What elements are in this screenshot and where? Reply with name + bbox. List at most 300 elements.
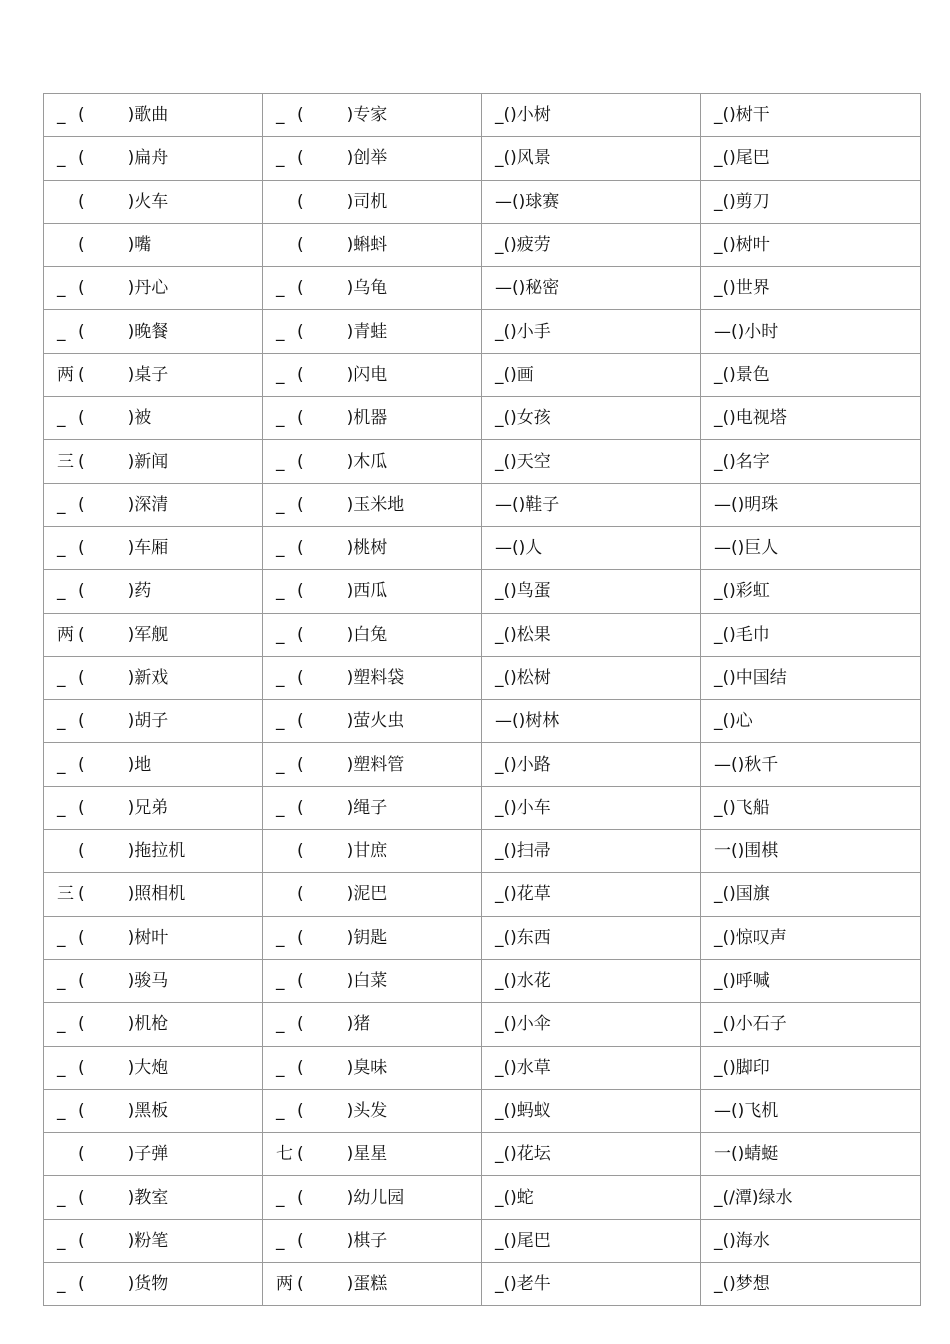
- open-paren: (: [78, 841, 85, 862]
- cell-text: _()景色: [714, 364, 770, 385]
- table-cell: [44, 656, 263, 699]
- table-cell: [701, 267, 921, 310]
- prefix-text: _: [276, 668, 285, 688]
- cell-text: —()树林: [495, 711, 560, 732]
- prefix-text: _: [276, 321, 285, 342]
- noun-word: 子弹: [134, 1144, 169, 1165]
- noun-word: 钥匙: [353, 927, 388, 948]
- open-paren: (: [78, 451, 85, 472]
- close-paren: ): [346, 754, 354, 775]
- table-cell: [701, 1046, 921, 1089]
- prefix-text: 三: [57, 884, 74, 905]
- table-cell: [263, 180, 482, 223]
- table-row: [44, 137, 921, 180]
- noun-word: 机枪: [134, 1014, 169, 1035]
- prefix-text: _: [276, 927, 285, 948]
- table-row: [44, 1003, 921, 1046]
- table-cell: [263, 94, 482, 137]
- table-cell: [701, 1089, 921, 1132]
- table-row: [44, 223, 921, 266]
- noun-word: 药: [134, 581, 152, 602]
- noun-word: 泥巴: [353, 884, 388, 905]
- table-row: [44, 613, 921, 656]
- table-cell: [44, 916, 263, 959]
- prefix-text: _: [276, 408, 285, 429]
- table-cell: [263, 570, 482, 613]
- close-paren: ): [346, 581, 354, 602]
- table-cell: [482, 526, 701, 569]
- table-cell: [263, 873, 482, 916]
- table-cell: [44, 483, 263, 526]
- table-row: [44, 1219, 921, 1262]
- table-cell: [44, 873, 263, 916]
- table-cell: [701, 1263, 921, 1306]
- cell-text: _()鸟蛋: [495, 581, 551, 602]
- open-paren: (: [297, 754, 304, 775]
- open-paren: (: [78, 971, 85, 992]
- close-paren: ): [127, 581, 135, 602]
- prefix-text: _: [57, 711, 66, 732]
- prefix-text: _: [276, 1100, 285, 1121]
- close-paren: ): [346, 105, 354, 126]
- table-cell: [44, 180, 263, 223]
- close-paren: ): [127, 105, 135, 126]
- table-cell: [263, 786, 482, 829]
- table-row: [44, 310, 921, 353]
- table-cell: [263, 1219, 482, 1262]
- prefix-text: _: [57, 538, 66, 559]
- open-paren: (: [78, 148, 85, 169]
- prefix-text: _: [276, 148, 285, 169]
- table-row: [44, 656, 921, 699]
- close-paren: ): [346, 278, 354, 299]
- table-cell: [44, 526, 263, 569]
- open-paren: (: [297, 1100, 304, 1121]
- table-cell: [482, 223, 701, 266]
- close-paren: ): [127, 1057, 135, 1078]
- noun-word: 桌子: [134, 364, 169, 385]
- open-paren: (: [297, 624, 304, 645]
- table-cell: [263, 613, 482, 656]
- table-cell: [263, 1263, 482, 1306]
- close-paren: ): [346, 148, 354, 169]
- noun-word: 嘴: [134, 235, 152, 256]
- close-paren: ): [127, 191, 135, 212]
- open-paren: (: [297, 1057, 304, 1078]
- prefix-text: _: [57, 321, 66, 342]
- noun-word: 甘庶: [353, 841, 388, 862]
- table-row: [44, 959, 921, 1002]
- noun-word: 被: [134, 408, 152, 429]
- cell-text: _()中国结: [714, 668, 787, 688]
- close-paren: ): [346, 797, 354, 818]
- noun-word: 木瓜: [353, 451, 388, 472]
- prefix-text: _: [57, 278, 66, 299]
- close-paren: ): [346, 538, 354, 559]
- prefix-text: _: [276, 1057, 285, 1078]
- open-paren: (: [297, 105, 304, 126]
- close-paren: ): [346, 1144, 354, 1165]
- cell-text: _()心: [714, 711, 753, 732]
- noun-word: 照相机: [134, 884, 186, 905]
- close-paren: ): [127, 321, 135, 342]
- table-cell: [263, 137, 482, 180]
- noun-word: 司机: [353, 191, 388, 212]
- table-cell: [701, 397, 921, 440]
- table-cell: [701, 656, 921, 699]
- prefix-text: _: [57, 1100, 66, 1121]
- noun-word: 大炮: [134, 1057, 169, 1078]
- open-paren: (: [78, 235, 85, 256]
- cell-text: _()飞船: [714, 797, 770, 818]
- table-row: [44, 916, 921, 959]
- open-paren: (: [297, 278, 304, 299]
- open-paren: (: [297, 494, 304, 515]
- open-paren: (: [78, 884, 85, 905]
- close-paren: ): [127, 148, 135, 169]
- noun-word: 车厢: [134, 538, 169, 559]
- table-row: [44, 1089, 921, 1132]
- noun-word: 臭味: [353, 1057, 388, 1078]
- cell-text: _()画: [495, 364, 534, 385]
- prefix-text: _: [57, 668, 66, 688]
- table-row: [44, 570, 921, 613]
- noun-word: 地: [134, 754, 152, 775]
- cell-text: _()松果: [495, 624, 551, 645]
- table-cell: [263, 959, 482, 1002]
- open-paren: (: [297, 235, 304, 256]
- table-cell: [263, 353, 482, 396]
- noun-word: 玉米地: [353, 494, 405, 515]
- table-row: [44, 440, 921, 483]
- table-cell: [482, 1133, 701, 1176]
- close-paren: ): [127, 1187, 135, 1208]
- close-paren: ): [127, 884, 135, 905]
- table-row: [44, 873, 921, 916]
- cell-text: _()老牛: [495, 1274, 551, 1295]
- noun-word: 扁舟: [134, 148, 169, 169]
- noun-word: 白兔: [353, 624, 388, 645]
- table-cell: [44, 1133, 263, 1176]
- open-paren: (: [297, 538, 304, 559]
- close-paren: ): [346, 451, 354, 472]
- noun-word: 青蛙: [353, 321, 388, 342]
- table-cell: [701, 223, 921, 266]
- open-paren: (: [297, 191, 304, 212]
- cell-text: —()鞋子: [495, 494, 560, 515]
- open-paren: (: [78, 1100, 85, 1121]
- close-paren: ): [127, 1144, 135, 1165]
- table-cell: [701, 959, 921, 1002]
- table-cell: [263, 656, 482, 699]
- cell-text: _()世界: [714, 278, 770, 299]
- open-paren: (: [297, 408, 304, 429]
- cell-text: —()球赛: [495, 191, 560, 212]
- close-paren: ): [346, 711, 354, 732]
- prefix-text: _: [276, 538, 285, 559]
- table-cell: [44, 310, 263, 353]
- table-cell: [44, 959, 263, 1002]
- open-paren: (: [297, 841, 304, 862]
- cell-text: _()蚂蚁: [495, 1100, 551, 1121]
- table-cell: [482, 873, 701, 916]
- prefix-text: _: [57, 1230, 66, 1251]
- table-cell: [701, 353, 921, 396]
- table-row: [44, 786, 921, 829]
- table-row: [44, 830, 921, 873]
- table-cell: [482, 1046, 701, 1089]
- cell-text: _()小伞: [495, 1014, 551, 1035]
- close-paren: ): [127, 1230, 135, 1251]
- prefix-text: _: [276, 1230, 285, 1251]
- table-row: [44, 353, 921, 396]
- open-paren: (: [78, 538, 85, 559]
- open-paren: (: [297, 1014, 304, 1035]
- noun-word: 胡子: [134, 711, 169, 732]
- table-cell: [482, 94, 701, 137]
- table-cell: [701, 786, 921, 829]
- prefix-text: _: [57, 581, 66, 602]
- cell-text: _()扫帚: [495, 841, 551, 862]
- noun-word: 丹心: [134, 278, 169, 299]
- table-cell: [44, 743, 263, 786]
- close-paren: ): [346, 1014, 354, 1035]
- cell-text: —()人: [495, 538, 543, 559]
- prefix-text: 两: [57, 364, 74, 385]
- noun-word: 闪电: [353, 364, 388, 385]
- noun-word: 火车: [134, 191, 169, 212]
- table-cell: [44, 1003, 263, 1046]
- close-paren: ): [346, 191, 354, 212]
- open-paren: (: [297, 668, 304, 688]
- prefix-text: _: [276, 971, 285, 992]
- open-paren: (: [78, 754, 85, 775]
- noun-word: 头发: [353, 1100, 388, 1121]
- prefix-text: _: [57, 971, 66, 992]
- table-cell: [263, 483, 482, 526]
- table-cell: [701, 570, 921, 613]
- open-paren: (: [78, 624, 85, 645]
- table-cell: [482, 786, 701, 829]
- table-cell: [482, 267, 701, 310]
- close-paren: ): [127, 971, 135, 992]
- cell-text: —()小时: [714, 321, 779, 342]
- cell-text: —()秋千: [714, 754, 779, 775]
- noun-word: 兄弟: [134, 797, 169, 818]
- table-cell: [44, 570, 263, 613]
- table-cell: [701, 1176, 921, 1219]
- noun-word: 专家: [353, 105, 388, 126]
- cell-text: _()彩虹: [714, 581, 770, 602]
- cell-text: _()呼喊: [714, 971, 770, 992]
- table-cell: [701, 310, 921, 353]
- noun-word: 塑料袋: [353, 668, 405, 688]
- table-cell: [482, 1003, 701, 1046]
- cell-text: _()天空: [495, 451, 551, 472]
- table-row: [44, 526, 921, 569]
- table-row: [44, 1176, 921, 1219]
- cell-text: —()巨人: [714, 538, 779, 559]
- cell-text: _()名字: [714, 451, 770, 472]
- table-cell: [482, 1263, 701, 1306]
- prefix-text: _: [57, 1274, 66, 1295]
- open-paren: (: [78, 364, 85, 385]
- cell-text: _()尾巴: [495, 1230, 551, 1251]
- table-row: [44, 1263, 921, 1306]
- prefix-text: 三: [57, 451, 74, 472]
- table-cell: [482, 1219, 701, 1262]
- cell-text: _()小车: [495, 797, 551, 818]
- noun-word: 桃树: [353, 538, 388, 559]
- cell-text: —()明珠: [714, 494, 779, 515]
- cell-text: _()梦想: [714, 1274, 770, 1295]
- cell-text: —()飞机: [714, 1100, 779, 1121]
- open-paren: (: [297, 971, 304, 992]
- prefix-text: _: [57, 494, 66, 515]
- close-paren: ): [127, 841, 135, 862]
- noun-word: 机器: [353, 408, 388, 429]
- open-paren: (: [78, 927, 85, 948]
- open-paren: (: [78, 711, 85, 732]
- noun-word: 西瓜: [353, 581, 388, 602]
- table-row: [44, 700, 921, 743]
- open-paren: (: [297, 927, 304, 948]
- open-paren: (: [297, 884, 304, 905]
- table-cell: [263, 700, 482, 743]
- open-paren: (: [78, 1057, 85, 1078]
- prefix-text: 七: [276, 1144, 293, 1165]
- open-paren: (: [78, 105, 85, 126]
- table-cell: [482, 310, 701, 353]
- close-paren: ): [127, 408, 135, 429]
- table-cell: [44, 1176, 263, 1219]
- prefix-text: _: [57, 927, 66, 948]
- close-paren: ): [127, 1014, 135, 1035]
- prefix-text: 两: [57, 624, 74, 645]
- table-cell: [44, 1263, 263, 1306]
- table-cell: [701, 916, 921, 959]
- prefix-text: _: [276, 494, 285, 515]
- noun-word: 幼儿园: [353, 1187, 405, 1208]
- prefix-text: _: [57, 408, 66, 429]
- table-cell: [263, 440, 482, 483]
- table-cell: [44, 267, 263, 310]
- cell-text: _()水花: [495, 971, 551, 992]
- table-cell: [701, 137, 921, 180]
- cell-text: _()树叶: [714, 235, 770, 256]
- prefix-text: _: [276, 754, 285, 775]
- cell-text: 一()蜻蜓: [714, 1144, 779, 1165]
- table-cell: [44, 613, 263, 656]
- close-paren: ): [346, 408, 354, 429]
- noun-word: 黑板: [134, 1100, 169, 1121]
- close-paren: ): [127, 754, 135, 775]
- close-paren: ): [127, 451, 135, 472]
- table-cell: [482, 1176, 701, 1219]
- table-cell: [701, 1219, 921, 1262]
- table-row: [44, 94, 921, 137]
- close-paren: ): [127, 624, 135, 645]
- prefix-text: _: [276, 451, 285, 472]
- cell-text: _()小手: [495, 321, 551, 342]
- cell-text: _()小石子: [714, 1014, 787, 1035]
- noun-word: 蛋糕: [353, 1274, 388, 1295]
- close-paren: ): [346, 494, 354, 515]
- table-cell: [44, 700, 263, 743]
- table-row: [44, 180, 921, 223]
- close-paren: ): [127, 668, 135, 688]
- noun-word: 萤火虫: [353, 711, 405, 732]
- open-paren: (: [297, 797, 304, 818]
- close-paren: ): [346, 321, 354, 342]
- noun-word: 白菜: [353, 971, 388, 992]
- cell-text: _()海水: [714, 1230, 770, 1251]
- table-row: [44, 267, 921, 310]
- noun-word: 拖拉机: [134, 841, 186, 862]
- prefix-text: _: [276, 1187, 285, 1208]
- table-row: [44, 1133, 921, 1176]
- table-cell: [263, 1046, 482, 1089]
- noun-word: 蝌蚪: [353, 235, 388, 256]
- noun-word: 粉笔: [134, 1230, 169, 1251]
- prefix-text: _: [57, 797, 66, 818]
- cell-text: _()女孩: [495, 408, 551, 429]
- noun-word: 骏马: [134, 971, 169, 992]
- close-paren: ): [127, 1100, 135, 1121]
- table-cell: [482, 570, 701, 613]
- noun-word: 树叶: [134, 927, 169, 948]
- table-cell: [482, 180, 701, 223]
- table-cell: [701, 830, 921, 873]
- close-paren: ): [346, 1100, 354, 1121]
- close-paren: ): [127, 797, 135, 818]
- worksheet-body: [44, 94, 921, 1306]
- cell-text: _()树干: [714, 105, 770, 126]
- open-paren: (: [78, 1187, 85, 1208]
- table-cell: [44, 137, 263, 180]
- table-cell: [701, 526, 921, 569]
- open-paren: (: [78, 668, 85, 688]
- prefix-text: _: [57, 1057, 66, 1078]
- close-paren: ): [346, 668, 354, 688]
- noun-word: 晚餐: [134, 321, 169, 342]
- noun-word: 棋子: [353, 1230, 388, 1251]
- prefix-text: _: [276, 1014, 285, 1035]
- close-paren: ): [127, 927, 135, 948]
- table-cell: [263, 223, 482, 266]
- table-cell: [44, 1046, 263, 1089]
- close-paren: ): [346, 624, 354, 645]
- open-paren: (: [78, 1014, 85, 1035]
- prefix-text: _: [276, 364, 285, 385]
- noun-word: 新戏: [134, 668, 169, 688]
- table-cell: [482, 397, 701, 440]
- table-cell: [44, 440, 263, 483]
- table-cell: [482, 137, 701, 180]
- table-cell: [44, 1089, 263, 1132]
- table-cell: [482, 830, 701, 873]
- table-cell: [482, 700, 701, 743]
- noun-word: 新闻: [134, 451, 169, 472]
- noun-word: 创举: [353, 148, 388, 169]
- table-cell: [482, 656, 701, 699]
- close-paren: ): [346, 971, 354, 992]
- open-paren: (: [297, 711, 304, 732]
- table-cell: [482, 743, 701, 786]
- open-paren: (: [78, 494, 85, 515]
- open-paren: (: [78, 1230, 85, 1251]
- prefix-text: _: [276, 278, 285, 299]
